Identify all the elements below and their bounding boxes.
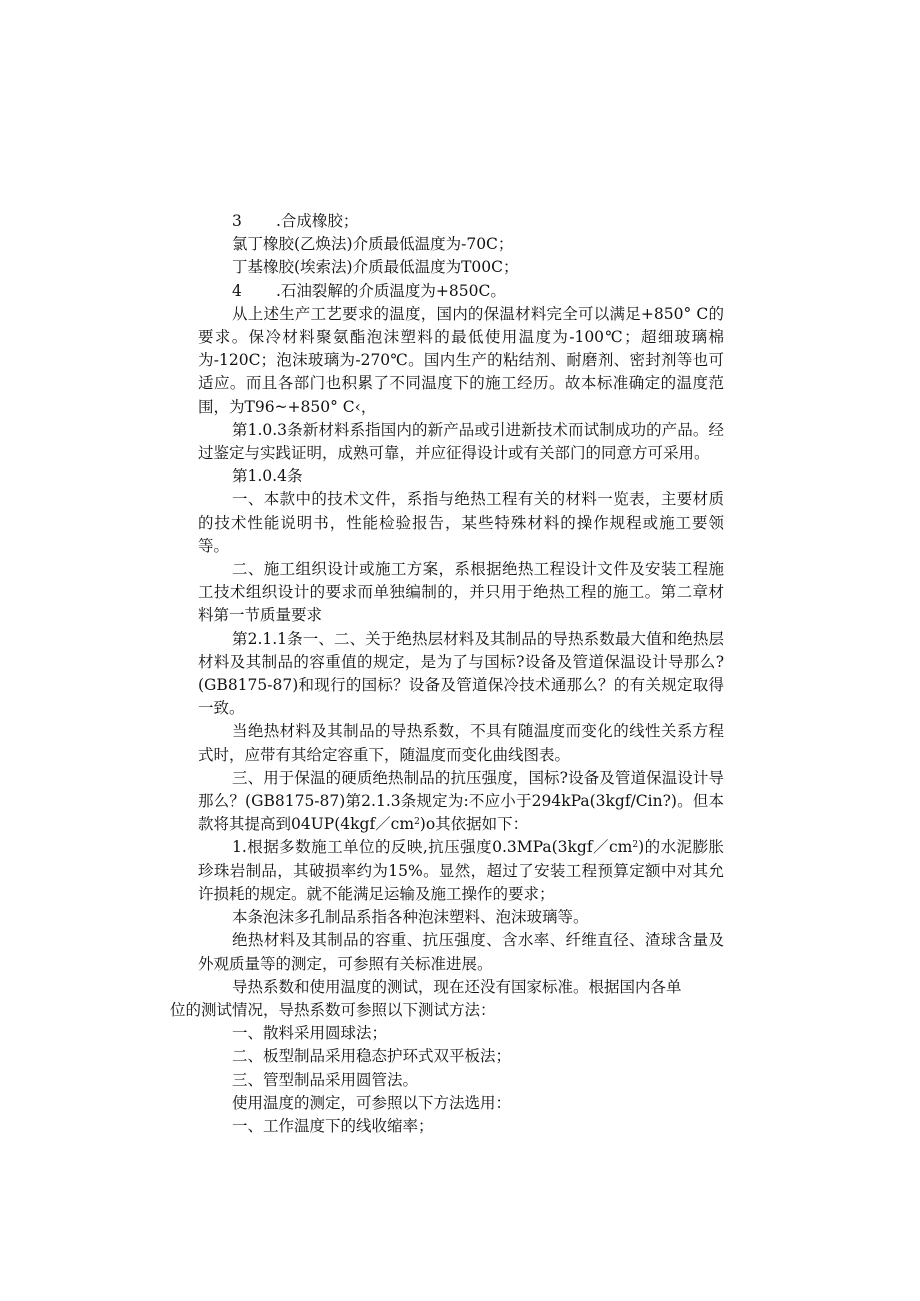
paragraph-text: 1.根据多数施工单位的反映,抗压强度0.3MPa(3kgf／cm	[232, 838, 633, 857]
paragraph-construction-plan: 二、施工组织设计或施工方案，系根据绝热工程设计文件及安装工程施工技术组织设计的要求而单独编制的，并只用于绝热工程的施工。第二章材料第一节质量要求	[198, 560, 724, 625]
paragraph-clause-2-1-1: 第2.1.1条一、二、关于绝热层材料及其制品的导热系数最大值和绝热层材料及其制品的容重值的规定，是为了与国标?设备及管道保温设计导那么?(GB8175-87)和现行的国标？设备及管道保冷技术通那么？的有关规定取得一致。	[198, 629, 724, 718]
paragraph-text: 三、用于保温的硬质绝热制品的抗压强度，国标?设备及管道保温设计导那么？(GB8175-87)第2.1.3条规定为:不应小于294kPa(3kgf/Cin?)。但本款将其提高到04UP(4kgf／cm	[198, 768, 724, 834]
list-number: 3	[232, 212, 242, 230]
paragraph-testing-intro: 导热系数和使用温度的测试，现在还没有国家标准。根据国内各单	[232, 977, 682, 996]
paragraph-temperature-range: 从上述生产工艺要求的温度，国内的保温材料完全可以满足+850° C的要求。保冷材料聚氨酯泡沫塑料的最低使用温度为-100℃；超细玻璃棉为-120C；泡沫玻璃为-270℃。国内生产的粘结剂、耐磨剂、密封剂等也可适应。而且各部门也积累了不同温度下的施工经历。故本标准确定的温度范围，为T96~+850° C‹，	[198, 304, 724, 416]
paragraph-clause-1-0-3: 第1.0.3条新材料系指国内的新产品或引进新技术而试制成功的产品。经过鉴定与实践证明，成熟可靠，并应征得设计或有关部门的同意方可采用。	[198, 420, 724, 463]
paragraph-compressive-strength	[198, 767, 724, 837]
paragraph-thermal-conductivity: 当绝热材料及其制品的导热系数，不具有随温度而变化的线性关系方程式时，应带有其给定容重下，随温度而变化曲线图表。	[198, 722, 724, 764]
paragraph-basis-item-1	[198, 836, 724, 906]
superscript: 2	[414, 817, 420, 828]
paragraph-text: .合成橡胶；	[276, 212, 359, 230]
paragraph-text: )的水泥膨胀珍珠岩制品，其破损率约为15%。显然，超过了安装工程预算定额中对其允许损耗的规定。就不能满足运输及施工操作的要求；	[198, 838, 724, 903]
paragraph-butyl-rubber: 丁基橡胶(埃索法)介质最低温度为T00C；	[232, 258, 519, 277]
list-item-board-products: 二、板型制品采用稳态护环式双平板法；	[232, 1047, 512, 1066]
list-item-linear-shrinkage: 一、工作温度下的线收缩率；	[232, 1116, 434, 1135]
list-item-loose-fill: 一、散料采用圆球法；	[232, 1024, 388, 1043]
paragraph-text: )o其依据如下：	[419, 815, 529, 834]
list-number: 4	[232, 281, 242, 300]
list-item-synthetic-rubber	[198, 210, 724, 233]
paragraph-text: .石油裂解的介质温度为+850C。	[276, 281, 506, 300]
paragraph-testing-continued: 位的测试情况，导热系数可参照以下测试方法：	[170, 1000, 496, 1019]
document-body	[170, 210, 724, 1138]
list-item-pipe-products: 三、管型制品采用圆管法。	[232, 1070, 419, 1089]
list-item-oil-cracking	[198, 280, 724, 303]
paragraph-foam-products: 本条泡沫多孔制品系指各种泡沫塑料、泡沫玻璃等。	[232, 908, 589, 927]
paragraph-clause-1-0-4-heading: 第1.0.4条	[232, 467, 303, 486]
paragraph-use-temperature: 使用温度的测定，可参照以下方法选用：	[232, 1093, 512, 1112]
paragraph-technical-documents: 一、本款中的技术文件，系指与绝热工程有关的材料一览表，主要材质的技术性能说明书，性能检验报告，某些特殊材料的操作规程或施工要领等。	[198, 490, 724, 555]
paragraph-measurement: 绝热材料及其制品的容重、抗压强度、含水率、纤维直径、渣球含量及外观质量等的测定，可参照有关标准进展。	[198, 931, 724, 973]
superscript: 2	[632, 840, 639, 851]
paragraph-chloroprene: 氯丁橡胶(乙焕法)介质最低温度为-70C；	[232, 235, 514, 254]
